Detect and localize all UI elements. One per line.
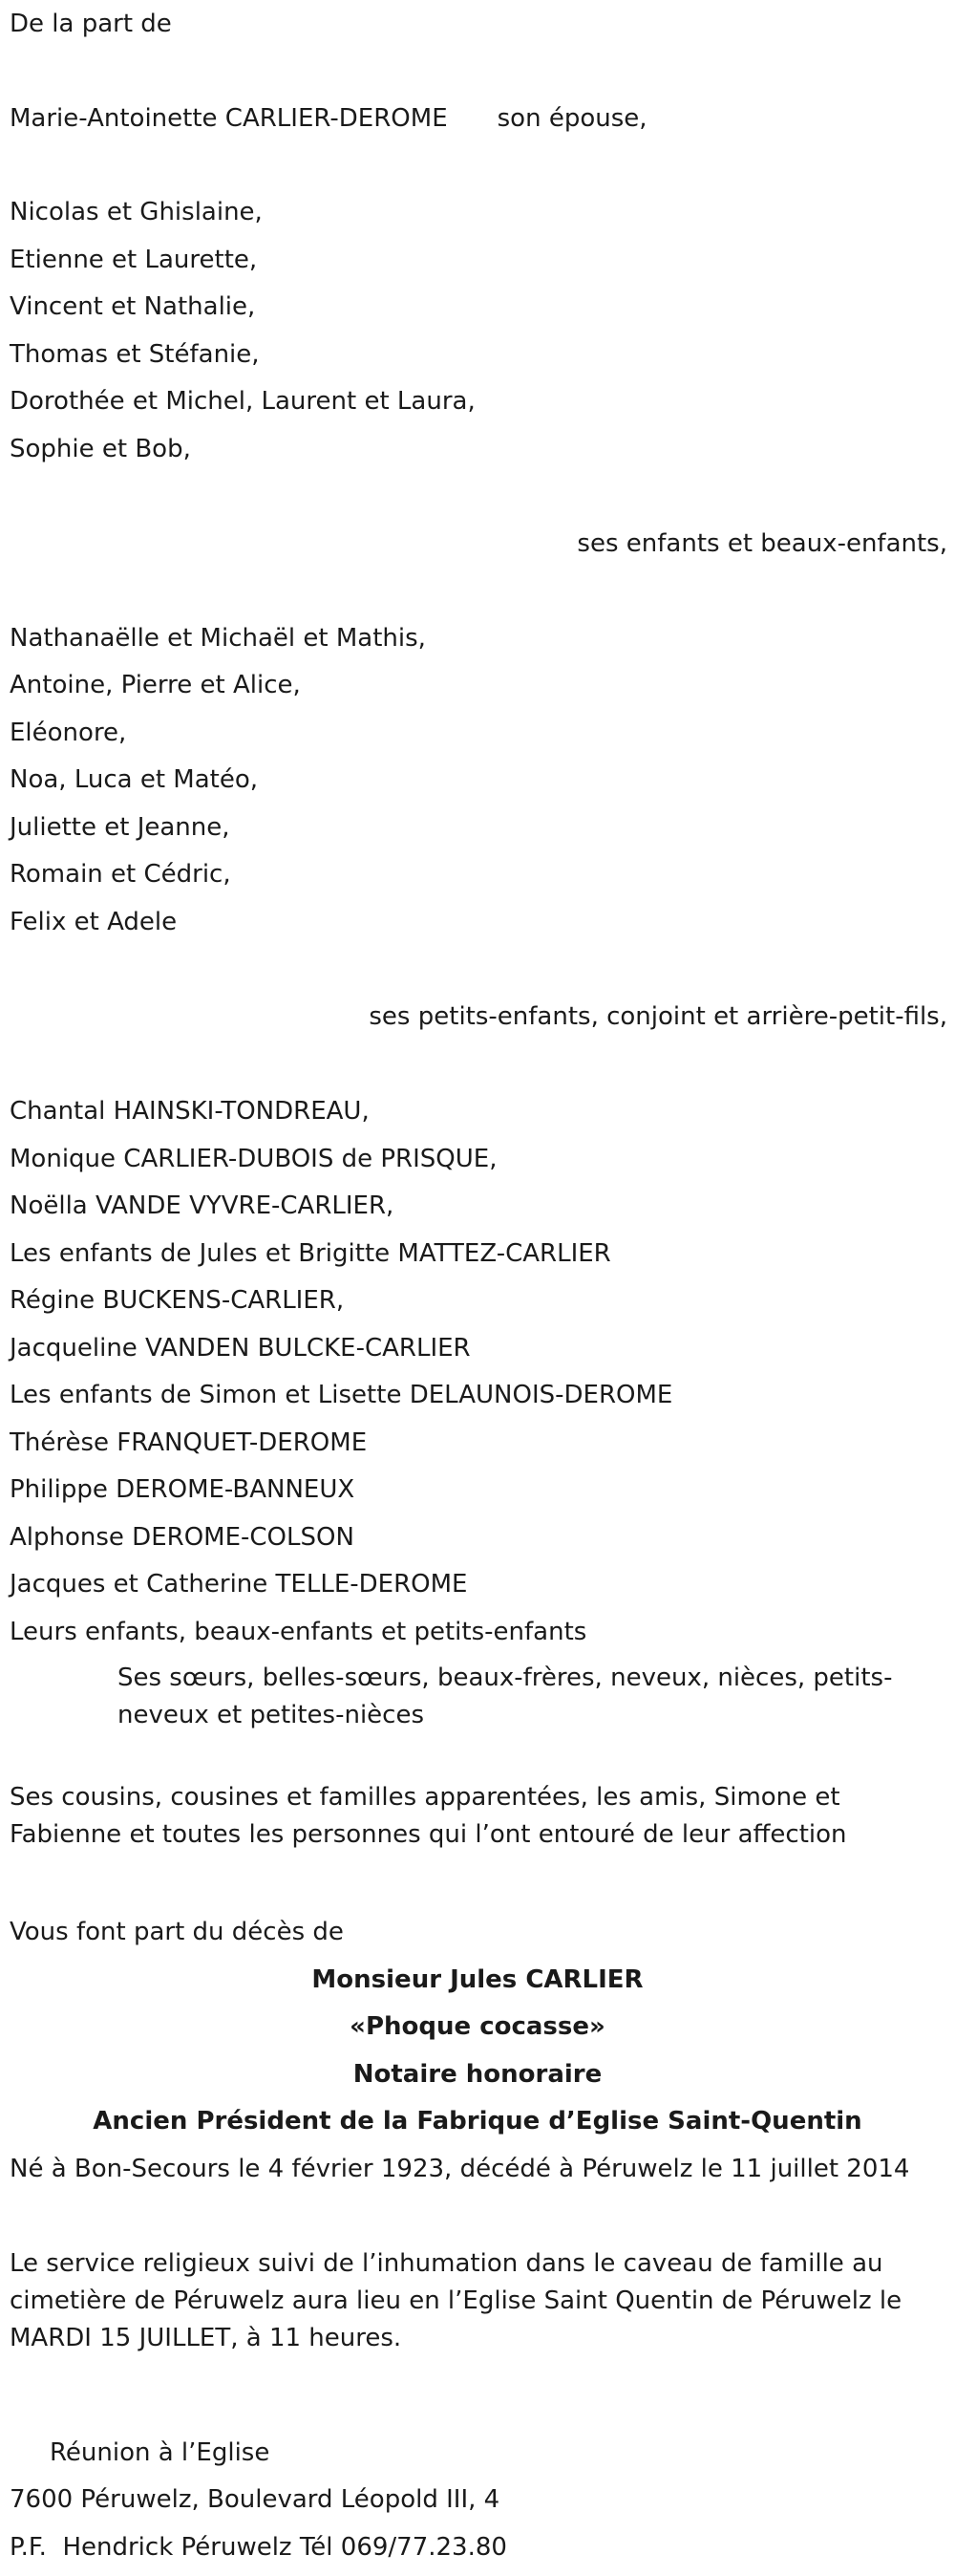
deceased-nickname: «Phoque cocasse» (350, 2012, 605, 2041)
list-item: Vincent et Nathalie, (10, 292, 256, 321)
grandchildren-label: ses petits-enfants, conjoint et arrière-petit-fils, (369, 1002, 947, 1031)
deceased-role: Ancien Président de la Fabrique d’Eglise Saint-Quentin (93, 2107, 862, 2136)
list-item: Juliette et Jeanne, (10, 813, 230, 842)
list-item: Alphonse DEROME-COLSON (10, 1523, 354, 1552)
list-item: Antoine, Pierre et Alice, (10, 671, 301, 699)
list-item: Jacqueline VANDEN BULCKE-CARLIER (10, 1334, 471, 1363)
children-label: ses enfants et beaux-enfants, (577, 529, 947, 558)
list-item: Les enfants de Simon et Lisette DELAUNOIS-DEROME (10, 1381, 673, 1409)
announce-line: Vous font part du décès de (10, 1918, 344, 1946)
list-item: Sophie et Bob, (10, 435, 191, 463)
list-item: Noëlla VANDE VYVRE-CARLIER, (10, 1191, 394, 1220)
list-item: Monique CARLIER-DUBOIS de PRISQUE, (10, 1145, 498, 1173)
list-item: Felix et Adele (10, 908, 178, 936)
list-item: Nicolas et Ghislaine, (10, 198, 263, 226)
list-item: Leurs enfants, beaux-enfants et petits-enfants (10, 1618, 587, 1646)
address-line: 7600 Péruwelz, Boulevard Léopold III, 4 (10, 2485, 500, 2514)
list-item: Noa, Luca et Matéo, (10, 765, 258, 794)
list-item: Les enfants de Jules et Brigitte MATTEZ-CARLIER (10, 1239, 611, 1268)
list-item: Dorothée et Michel, Laurent et Laura, (10, 387, 476, 416)
list-item: Philippe DEROME-BANNEUX (10, 1475, 355, 1504)
spouse-role: son épouse, (497, 104, 647, 133)
cousins-paragraph: Ses cousins, cousines et familles apparentées, les amis, Simone et Fabienne et toutes les personnes qui l’ont entouré de leur affection (10, 1783, 847, 1849)
list-item: Régine BUCKENS-CARLIER, (10, 1286, 345, 1315)
deceased-title: Notaire honoraire (352, 2060, 603, 2089)
spouse-line (10, 102, 647, 135)
list-item: Jacques et Catherine TELLE-DEROME (10, 1570, 468, 1599)
meeting-line: Réunion à l’Eglise (50, 2438, 270, 2467)
list-item: Thérèse FRANQUET-DEROME (10, 1428, 368, 1457)
list-item: Chantal HAINSKI-TONDREAU, (10, 1097, 370, 1126)
list-item: Thomas et Stéfanie, (10, 340, 260, 369)
list-item: Romain et Cédric, (10, 860, 231, 889)
intro-line: De la part de (10, 10, 172, 38)
birth-death-line: Né à Bon-Secours le 4 février 1923, décédé à Péruwelz le 11 juillet 2014 (10, 2155, 910, 2183)
service-paragraph: Le service religieux suivi de l’inhumation dans le caveau de famille au cimetière de Péruwelz aura lieu en l’Eglise Saint Quentin de Péruwelz le MARDI 15 JUILLET, à 11 heures. (10, 2249, 902, 2352)
list-item: Nathanaëlle et Michaël et Mathis, (10, 624, 426, 653)
list-item: Eléonore, (10, 719, 127, 747)
deceased-name: Monsieur Jules CARLIER (311, 1965, 644, 1994)
funeral-home-line: P.F. Hendrick Péruwelz Tél 069/77.23.80 (10, 2533, 507, 2562)
siblings-paragraph: Ses sœurs, belles-sœurs, beaux-frères, neveux, nièces, petits-neveux et petites-nièces (117, 1664, 893, 1729)
spouse-name: Marie-Antoinette CARLIER-DEROME (10, 104, 448, 133)
list-item: Etienne et Laurette, (10, 246, 258, 274)
